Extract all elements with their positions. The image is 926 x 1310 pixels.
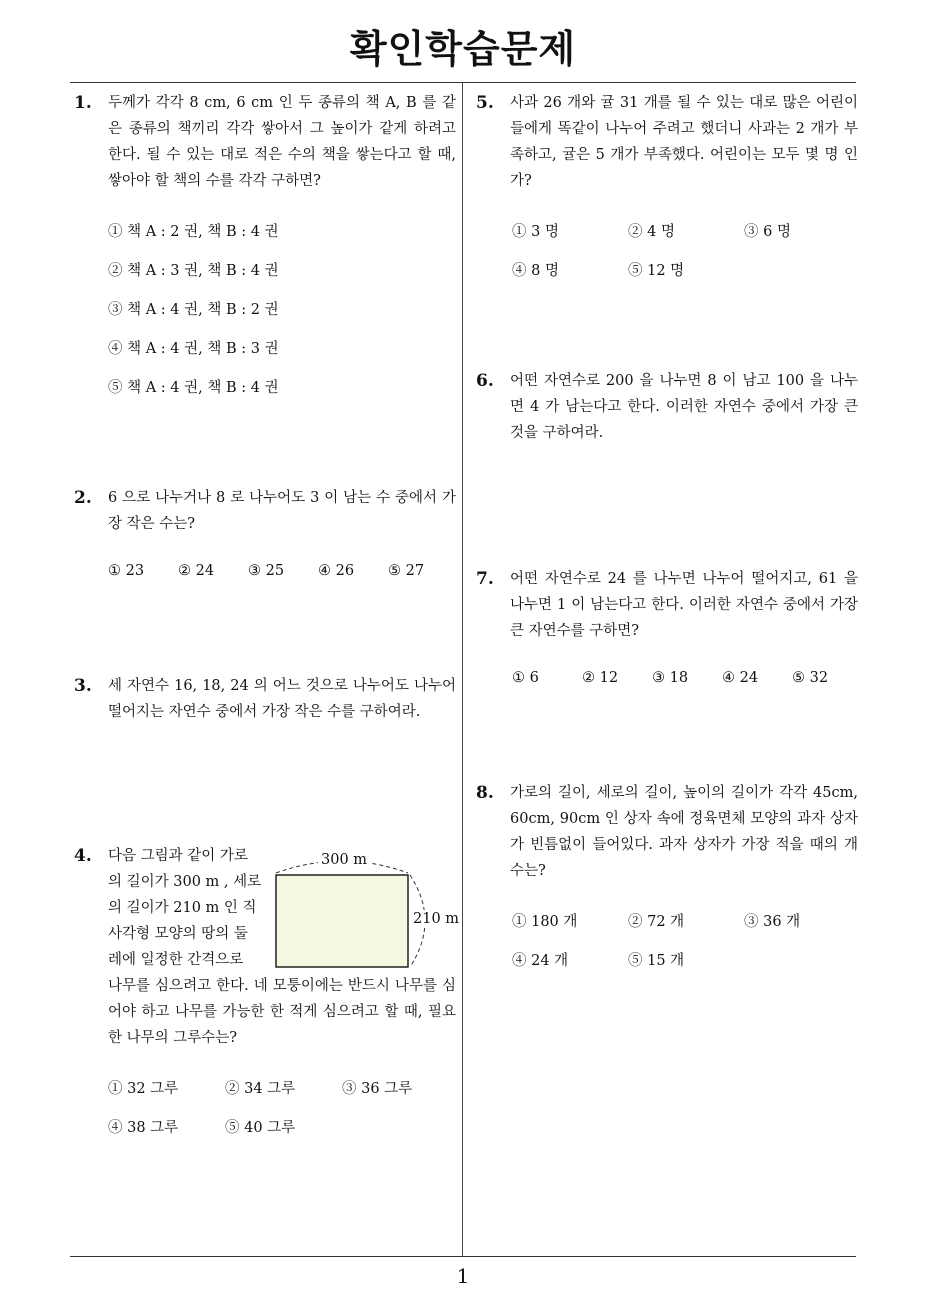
question-text: 나무를 심으려고 한다. 네 모퉁이에는 반드시 나무를 심어야 하고 나무를 가능한 한 적게 심으려고 할 때, 필요한 나무의 그루수는?: [108, 978, 456, 1046]
option[interactable]: ⑤ 32: [792, 670, 829, 686]
question-text: 어떤 자연수로 200 을 나누면 8 이 남고 100 을 나누면 4 가 남는다고 한다. 이러한 자연수 중에서 가장 큰 것을 구하여라.: [510, 373, 858, 441]
text-line: 의 길이가 300 m , 세로: [108, 874, 262, 890]
option[interactable]: ③ 36 개: [744, 914, 801, 930]
question-text-beside-figure: [108, 843, 268, 973]
option[interactable]: ④ 책 A : 4 권, 책 B : 3 권: [108, 341, 279, 357]
option[interactable]: ⑤ 15 개: [628, 953, 685, 969]
option[interactable]: ① 3 명: [512, 224, 559, 240]
question-3: [74, 673, 456, 729]
option[interactable]: ② 72 개: [628, 914, 685, 930]
option[interactable]: ② 책 A : 3 권, 책 B : 4 권: [108, 263, 279, 279]
option[interactable]: ③ 25: [248, 563, 285, 579]
page-number: 1: [456, 1264, 470, 1288]
bottom-divider: [70, 1256, 856, 1257]
top-divider: [70, 82, 856, 83]
width-label: 300 m: [318, 851, 370, 869]
option[interactable]: ③ 6 명: [744, 224, 791, 240]
text-line: 레에 일정한 간격으로: [108, 952, 244, 968]
option[interactable]: ① 180 개: [512, 914, 578, 930]
page-title: 확인학습문제: [349, 27, 577, 71]
question-6: [476, 368, 858, 448]
question-number: 5.: [476, 93, 494, 113]
option[interactable]: ④ 8 명: [512, 263, 559, 279]
question-7: [476, 566, 858, 646]
option[interactable]: ③ 18: [652, 670, 689, 686]
question-number: 8.: [476, 783, 494, 803]
option[interactable]: ④ 26: [318, 563, 355, 579]
land-rectangle: [276, 875, 408, 967]
question-number: 4.: [74, 846, 92, 866]
option[interactable]: ③ 책 A : 4 권, 책 B : 2 권: [108, 302, 279, 318]
question-text: 6 으로 나누거나 8 로 나누어도 3 이 남는 수 중에서 가장 작은 수는?: [108, 490, 456, 532]
option[interactable]: ④ 24 개: [512, 953, 569, 969]
option[interactable]: ① 책 A : 2 권, 책 B : 4 권: [108, 224, 279, 240]
height-label: 210 m: [413, 911, 460, 927]
option[interactable]: ⑤ 40 그루: [225, 1120, 296, 1136]
column-divider: [462, 83, 463, 1256]
question-5: [476, 90, 858, 200]
question-number: 1.: [74, 93, 92, 113]
option[interactable]: ④ 24: [722, 670, 759, 686]
question-number: 6.: [476, 371, 494, 391]
question-number: 3.: [74, 676, 92, 696]
question-text: 두께가 각각 8 cm, 6 cm 인 두 종류의 책 A, B 를 같은 종류의 책끼리 각각 쌓아서 그 높이가 같게 하려고 한다. 될 수 있는 대로 적은 수의 책을 쌓는다고 할 때, 쌓아야 할 책의 수를 각각 구하면?: [108, 95, 456, 189]
question-number: 7.: [476, 569, 494, 589]
option[interactable]: ⑤ 27: [388, 563, 425, 579]
question-1: [74, 90, 456, 200]
question-text: 어떤 자연수로 24 를 나누면 나누어 떨어지고, 61 을 나누면 1 이 남는다고 한다. 이러한 자연수 중에서 가장 큰 자연수를 구하면?: [510, 571, 858, 639]
text-line: 다음 그림과 같이 가로: [108, 848, 248, 864]
option[interactable]: ① 23: [108, 563, 145, 579]
option[interactable]: ② 24: [178, 563, 215, 579]
question-text: 사과 26 개와 귤 31 개를 될 수 있는 대로 많은 어린이들에게 똑같이 나누어 주려고 했더니 사과는 2 개가 부족하고, 귤은 5 개가 부족했다. 어린이는 모두 몇 명 인가?: [510, 95, 858, 189]
option[interactable]: ② 4 명: [628, 224, 675, 240]
question-text: 세 자연수 16, 18, 24 의 어느 것으로 나누어도 나누어 떨어지는 자연수 중에서 가장 작은 수를 구하여라.: [108, 678, 456, 720]
option[interactable]: ④ 38 그루: [108, 1120, 179, 1136]
question-2: [74, 485, 456, 541]
option[interactable]: ⑤ 책 A : 4 권, 책 B : 4 권: [108, 380, 279, 396]
option[interactable]: ① 6: [512, 670, 539, 686]
option[interactable]: ③ 36 그루: [342, 1081, 413, 1097]
option[interactable]: ② 34 그루: [225, 1081, 296, 1097]
option[interactable]: ② 12: [582, 670, 619, 686]
question-number: 2.: [74, 488, 92, 508]
text-line: 의 길이가 210 m 인 직: [108, 900, 257, 916]
question-8: [476, 780, 858, 890]
question-text: 가로의 길이, 세로의 길이, 높이의 길이가 각각 45cm, 60cm, 90cm 인 상자 속에 정육면체 모양의 과자 상자가 빈틈없이 들어있다. 과자 상자가 가장 적을 때의 개수는?: [510, 785, 858, 879]
option[interactable]: ⑤ 12 명: [628, 263, 685, 279]
text-line: 사각형 모양의 땅의 둘: [108, 926, 248, 942]
option[interactable]: ① 32 그루: [108, 1081, 179, 1097]
